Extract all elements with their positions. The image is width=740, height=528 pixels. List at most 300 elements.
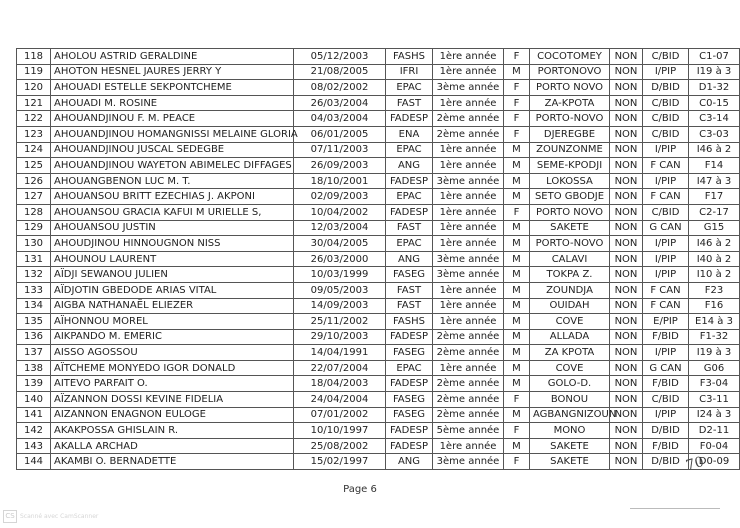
table-row	[17, 204, 740, 220]
birth-date-cell: 29/10/2003	[294, 329, 386, 345]
sex-cell: M	[504, 282, 530, 298]
table-row	[17, 282, 740, 298]
faculty-cell: FADESP	[386, 173, 433, 189]
row-number-cell: 132	[17, 267, 51, 283]
category-cell: E/PIP	[643, 314, 689, 330]
table-row	[17, 454, 740, 470]
table-row	[17, 189, 740, 205]
room-code-cell: D2-11	[689, 423, 740, 439]
category-cell: F CAN	[643, 158, 689, 174]
sex-cell: M	[504, 220, 530, 236]
sex-cell: M	[504, 158, 530, 174]
birth-date-cell: 12/03/2004	[294, 220, 386, 236]
sex-cell: M	[504, 314, 530, 330]
sex-cell: M	[504, 251, 530, 267]
locality-cell: TOKPA Z.	[530, 267, 610, 283]
room-code-cell: F23	[689, 282, 740, 298]
status-flag-cell: NON	[610, 360, 643, 376]
table-row	[17, 80, 740, 96]
sex-cell: M	[504, 438, 530, 454]
row-number-cell: 135	[17, 314, 51, 330]
row-number-cell: 144	[17, 454, 51, 470]
room-code-cell: F3-04	[689, 376, 740, 392]
sex-cell: M	[504, 267, 530, 283]
category-cell: I/PIP	[643, 236, 689, 252]
locality-cell: GOLO-D.	[530, 376, 610, 392]
category-cell: G CAN	[643, 360, 689, 376]
row-number-cell: 123	[17, 126, 51, 142]
sex-cell: M	[504, 407, 530, 423]
row-number-cell: 129	[17, 220, 51, 236]
status-flag-cell: NON	[610, 111, 643, 127]
sex-cell: F	[504, 95, 530, 111]
study-year-cell: 2ème année	[433, 407, 504, 423]
table-row	[17, 329, 740, 345]
status-flag-cell: NON	[610, 189, 643, 205]
study-year-cell: 2ème année	[433, 329, 504, 345]
birth-date-cell: 10/10/1997	[294, 423, 386, 439]
category-cell: F/BID	[643, 376, 689, 392]
sex-cell: F	[504, 80, 530, 96]
faculty-cell: FAST	[386, 95, 433, 111]
faculty-cell: FADESP	[386, 423, 433, 439]
full-name-cell: AITEVO PARFAIT O.	[51, 376, 294, 392]
room-code-cell: C3-11	[689, 392, 740, 408]
table-row	[17, 158, 740, 174]
locality-cell: ALLADA	[530, 329, 610, 345]
row-number-cell: 138	[17, 360, 51, 376]
scanner-text: Scanné avec CamScanner	[20, 513, 99, 520]
study-year-cell: 1ère année	[433, 49, 504, 65]
birth-date-cell: 05/12/2003	[294, 49, 386, 65]
locality-cell: SAKETE	[530, 438, 610, 454]
faculty-cell: FAST	[386, 282, 433, 298]
status-flag-cell: NON	[610, 251, 643, 267]
room-code-cell: D1-32	[689, 80, 740, 96]
study-year-cell: 1ère année	[433, 236, 504, 252]
room-code-cell: C0-15	[689, 95, 740, 111]
birth-date-cell: 09/05/2003	[294, 282, 386, 298]
room-code-cell: I19 à 3	[689, 64, 740, 80]
category-cell: F CAN	[643, 298, 689, 314]
study-year-cell: 2ème année	[433, 111, 504, 127]
status-flag-cell: NON	[610, 80, 643, 96]
full-name-cell: AÏDJOTIN GBEDODE ARIAS VITAL	[51, 282, 294, 298]
category-cell: D/BID	[643, 423, 689, 439]
full-name-cell: AHOUANSOU BRITT EZECHIAS J. AKPONI	[51, 189, 294, 205]
full-name-cell: AHOUANGBENON LUC M. T.	[51, 173, 294, 189]
faculty-cell: EPAC	[386, 189, 433, 205]
birth-date-cell: 30/04/2005	[294, 236, 386, 252]
table-row	[17, 314, 740, 330]
room-code-cell: I47 à 3	[689, 173, 740, 189]
study-year-cell: 3ème année	[433, 80, 504, 96]
category-cell: D/BID	[643, 454, 689, 470]
row-number-cell: 131	[17, 251, 51, 267]
status-flag-cell: NON	[610, 376, 643, 392]
full-name-cell: AHOUNOU LAURENT	[51, 251, 294, 267]
full-name-cell: AÏTCHEME MONYEDO IGOR DONALD	[51, 360, 294, 376]
study-year-cell: 1ère année	[433, 360, 504, 376]
table-row	[17, 298, 740, 314]
table-row	[17, 267, 740, 283]
faculty-cell: ANG	[386, 158, 433, 174]
faculty-cell: EPAC	[386, 236, 433, 252]
table-row	[17, 142, 740, 158]
locality-cell: SEME-KPODJI	[530, 158, 610, 174]
locality-cell: MONO	[530, 423, 610, 439]
faculty-cell: FAST	[386, 298, 433, 314]
locality-cell: COCOTOMEY	[530, 49, 610, 65]
full-name-cell: AHOUANDJINOU JUSCAL SEDEGBE	[51, 142, 294, 158]
study-year-cell: 1ère année	[433, 204, 504, 220]
birth-date-cell: 14/09/2003	[294, 298, 386, 314]
category-cell: D/BID	[643, 80, 689, 96]
sex-cell: F	[504, 454, 530, 470]
birth-date-cell: 18/04/2003	[294, 376, 386, 392]
category-cell: F CAN	[643, 282, 689, 298]
study-year-cell: 2ème année	[433, 126, 504, 142]
category-cell: F/BID	[643, 329, 689, 345]
category-cell: C/BID	[643, 204, 689, 220]
room-code-cell: F1-32	[689, 329, 740, 345]
study-year-cell: 1ère année	[433, 314, 504, 330]
study-year-cell: 3ème année	[433, 251, 504, 267]
status-flag-cell: NON	[610, 438, 643, 454]
birth-date-cell: 25/11/2002	[294, 314, 386, 330]
full-name-cell: AHOUDJINOU HINNOUGNON NISS	[51, 236, 294, 252]
birth-date-cell: 26/03/2000	[294, 251, 386, 267]
birth-date-cell: 10/04/2002	[294, 204, 386, 220]
study-year-cell: 1ère année	[433, 142, 504, 158]
row-number-cell: 128	[17, 204, 51, 220]
study-year-cell: 5ème année	[433, 423, 504, 439]
category-cell: F CAN	[643, 189, 689, 205]
faculty-cell: EPAC	[386, 360, 433, 376]
study-year-cell: 1ère année	[433, 95, 504, 111]
status-flag-cell: NON	[610, 142, 643, 158]
room-code-cell: I19 à 3	[689, 345, 740, 361]
locality-cell: ZOUNDJA	[530, 282, 610, 298]
study-year-cell: 1ère année	[433, 189, 504, 205]
birth-date-cell: 26/03/2004	[294, 95, 386, 111]
row-number-cell: 137	[17, 345, 51, 361]
full-name-cell: AKAMBI O. BERNADETTE	[51, 454, 294, 470]
category-cell: C/BID	[643, 392, 689, 408]
row-number-cell: 118	[17, 49, 51, 65]
status-flag-cell: NON	[610, 329, 643, 345]
birth-date-cell: 15/02/1997	[294, 454, 386, 470]
locality-cell: DJEREGBE	[530, 126, 610, 142]
row-number-cell: 140	[17, 392, 51, 408]
status-flag-cell: NON	[610, 454, 643, 470]
study-year-cell: 3ème année	[433, 454, 504, 470]
faculty-cell: FADESP	[386, 111, 433, 127]
locality-cell: LOKOSSA	[530, 173, 610, 189]
sex-cell: M	[504, 236, 530, 252]
study-year-cell: 2ème année	[433, 376, 504, 392]
row-number-cell: 125	[17, 158, 51, 174]
category-cell: I/PIP	[643, 345, 689, 361]
row-number-cell: 126	[17, 173, 51, 189]
full-name-cell: AIGBA NATHANAËL ELIEZER	[51, 298, 294, 314]
locality-cell: AGBANGNIZOUN	[530, 407, 610, 423]
full-name-cell: AHOUADI ESTELLE SEKPONTCHEME	[51, 80, 294, 96]
status-flag-cell: NON	[610, 298, 643, 314]
locality-cell: ZOUNZONME	[530, 142, 610, 158]
scanner-watermark	[3, 510, 98, 523]
row-number-cell: 136	[17, 329, 51, 345]
table-row	[17, 251, 740, 267]
full-name-cell: AHOUANSOU GRACIA KAFUI M URIELLE S,	[51, 204, 294, 220]
table-row	[17, 392, 740, 408]
study-year-cell: 2ème année	[433, 392, 504, 408]
faculty-cell: EPAC	[386, 142, 433, 158]
room-code-cell: F0-04	[689, 438, 740, 454]
row-number-cell: 142	[17, 423, 51, 439]
faculty-cell: FAST	[386, 220, 433, 236]
sex-cell: F	[504, 49, 530, 65]
table-row	[17, 360, 740, 376]
category-cell: I/PIP	[643, 64, 689, 80]
full-name-cell: AHOUANDJINOU WAYETON ABIMELEC DIFFAGES	[51, 158, 294, 174]
room-code-cell: I40 à 2	[689, 251, 740, 267]
birth-date-cell: 04/03/2004	[294, 111, 386, 127]
category-cell: F/BID	[643, 438, 689, 454]
table-row	[17, 64, 740, 80]
category-cell: I/PIP	[643, 173, 689, 189]
full-name-cell: AISSO AGOSSOU	[51, 345, 294, 361]
faculty-cell: FADESP	[386, 376, 433, 392]
sex-cell: F	[504, 392, 530, 408]
sex-cell: M	[504, 298, 530, 314]
full-name-cell: AHOUANDJINOU F. M. PEACE	[51, 111, 294, 127]
room-code-cell: C3-14	[689, 111, 740, 127]
locality-cell: SAKETE	[530, 220, 610, 236]
row-number-cell: 139	[17, 376, 51, 392]
faculty-cell: FASHS	[386, 49, 433, 65]
page-number: Page 6	[343, 484, 377, 495]
full-name-cell: AHOUADI M. ROSINE	[51, 95, 294, 111]
table-row	[17, 111, 740, 127]
category-cell: C/BID	[643, 95, 689, 111]
locality-cell: OUIDAH	[530, 298, 610, 314]
table-row	[17, 236, 740, 252]
study-year-cell: 3ème année	[433, 267, 504, 283]
sex-cell: F	[504, 126, 530, 142]
status-flag-cell: NON	[610, 407, 643, 423]
locality-cell: ZA KPOTA	[530, 345, 610, 361]
room-code-cell: G15	[689, 220, 740, 236]
full-name-cell: AKAKPOSSA GHISLAIN R.	[51, 423, 294, 439]
sex-cell: F	[504, 423, 530, 439]
room-code-cell: F16	[689, 298, 740, 314]
birth-date-cell: 07/11/2003	[294, 142, 386, 158]
room-code-cell: F14	[689, 158, 740, 174]
locality-cell: PORTO NOVO	[530, 80, 610, 96]
full-name-cell: AHOLOU ASTRID GERALDINE	[51, 49, 294, 65]
row-number-cell: 124	[17, 142, 51, 158]
status-flag-cell: NON	[610, 345, 643, 361]
birth-date-cell: 26/09/2003	[294, 158, 386, 174]
table-row	[17, 126, 740, 142]
faculty-cell: EPAC	[386, 80, 433, 96]
birth-date-cell: 07/01/2002	[294, 407, 386, 423]
faculty-cell: FADESP	[386, 204, 433, 220]
locality-cell: SETO GBODJE	[530, 189, 610, 205]
full-name-cell: AIZANNON ENAGNON EULOGE	[51, 407, 294, 423]
locality-cell: PORTO-NOVO	[530, 111, 610, 127]
faculty-cell: FASEG	[386, 345, 433, 361]
row-number-cell: 122	[17, 111, 51, 127]
study-year-cell: 1ère année	[433, 438, 504, 454]
faculty-cell: FASEG	[386, 392, 433, 408]
faculty-cell: FASEG	[386, 407, 433, 423]
faculty-cell: FASEG	[386, 267, 433, 283]
faculty-cell: ANG	[386, 454, 433, 470]
status-flag-cell: NON	[610, 220, 643, 236]
status-flag-cell: NON	[610, 64, 643, 80]
table-row	[17, 49, 740, 65]
sex-cell: M	[504, 376, 530, 392]
row-number-cell: 133	[17, 282, 51, 298]
status-flag-cell: NON	[610, 204, 643, 220]
birth-date-cell: 22/07/2004	[294, 360, 386, 376]
sex-cell: M	[504, 345, 530, 361]
table-row	[17, 376, 740, 392]
camscanner-logo-icon: CS	[3, 510, 17, 523]
faculty-cell: ANG	[386, 251, 433, 267]
sex-cell: M	[504, 189, 530, 205]
faculty-cell: IFRI	[386, 64, 433, 80]
sex-cell: M	[504, 329, 530, 345]
sex-cell: M	[504, 173, 530, 189]
category-cell: I/PIP	[643, 407, 689, 423]
full-name-cell: AÏZANNON DOSSI KEVINE FIDELIA	[51, 392, 294, 408]
locality-cell: PORTONOVO	[530, 64, 610, 80]
row-number-cell: 121	[17, 95, 51, 111]
full-name-cell: AÏDJI SEWANOU JULIEN	[51, 267, 294, 283]
room-code-cell: G06	[689, 360, 740, 376]
locality-cell: BONOU	[530, 392, 610, 408]
sex-cell: M	[504, 64, 530, 80]
faculty-cell: FADESP	[386, 329, 433, 345]
birth-date-cell: 02/09/2003	[294, 189, 386, 205]
handwritten-signature: 70	[684, 453, 706, 475]
study-year-cell: 1ère année	[433, 282, 504, 298]
birth-date-cell: 18/10/2001	[294, 173, 386, 189]
faculty-cell: ENA	[386, 126, 433, 142]
row-number-cell: 119	[17, 64, 51, 80]
full-name-cell: AHOUANSOU JUSTIN	[51, 220, 294, 236]
status-flag-cell: NON	[610, 173, 643, 189]
study-year-cell: 1ère année	[433, 220, 504, 236]
status-flag-cell: NON	[610, 49, 643, 65]
study-year-cell: 2ème année	[433, 345, 504, 361]
faculty-cell: FADESP	[386, 438, 433, 454]
row-number-cell: 141	[17, 407, 51, 423]
category-cell: G CAN	[643, 220, 689, 236]
table-row	[17, 345, 740, 361]
category-cell: I/PIP	[643, 251, 689, 267]
status-flag-cell: NON	[610, 158, 643, 174]
sex-cell: M	[504, 360, 530, 376]
room-code-cell: I46 à 2	[689, 236, 740, 252]
category-cell: C/BID	[643, 126, 689, 142]
sex-cell: F	[504, 111, 530, 127]
table-row	[17, 220, 740, 236]
row-number-cell: 127	[17, 189, 51, 205]
birth-date-cell: 24/04/2004	[294, 392, 386, 408]
table-row	[17, 407, 740, 423]
room-code-cell: F17	[689, 189, 740, 205]
room-code-cell: C3-03	[689, 126, 740, 142]
room-code-cell: C2-17	[689, 204, 740, 220]
row-number-cell: 120	[17, 80, 51, 96]
room-code-cell: D0-09	[689, 454, 740, 470]
category-cell: I/PIP	[643, 267, 689, 283]
category-cell: C/BID	[643, 49, 689, 65]
study-year-cell: 1ère année	[433, 158, 504, 174]
status-flag-cell: NON	[610, 95, 643, 111]
birth-date-cell: 14/04/1991	[294, 345, 386, 361]
status-flag-cell: NON	[610, 314, 643, 330]
student-table	[16, 48, 740, 470]
faculty-cell: FASHS	[386, 314, 433, 330]
row-number-cell: 130	[17, 236, 51, 252]
sex-cell: F	[504, 204, 530, 220]
study-year-cell: 1ère année	[433, 298, 504, 314]
locality-cell: PORTO NOVO	[530, 204, 610, 220]
birth-date-cell: 25/08/2002	[294, 438, 386, 454]
locality-cell: COVE	[530, 314, 610, 330]
study-year-cell: 3ème année	[433, 173, 504, 189]
full-name-cell: AKALLA ARCHAD	[51, 438, 294, 454]
birth-date-cell: 06/01/2005	[294, 126, 386, 142]
birth-date-cell: 08/02/2002	[294, 80, 386, 96]
scan-edge-line	[630, 508, 720, 509]
status-flag-cell: NON	[610, 282, 643, 298]
room-code-cell: C1-07	[689, 49, 740, 65]
locality-cell: ZA-KPOTA	[530, 95, 610, 111]
room-code-cell: I24 à 3	[689, 407, 740, 423]
locality-cell: COVE	[530, 360, 610, 376]
status-flag-cell: NON	[610, 423, 643, 439]
room-code-cell: E14 à 3	[689, 314, 740, 330]
study-year-cell: 1ère année	[433, 64, 504, 80]
table-row	[17, 95, 740, 111]
birth-date-cell: 21/08/2005	[294, 64, 386, 80]
full-name-cell: AÏHONNOU MOREL	[51, 314, 294, 330]
status-flag-cell: NON	[610, 267, 643, 283]
status-flag-cell: NON	[610, 236, 643, 252]
room-code-cell: I10 à 2	[689, 267, 740, 283]
table-row	[17, 423, 740, 439]
status-flag-cell: NON	[610, 126, 643, 142]
table-row	[17, 438, 740, 454]
category-cell: C/BID	[643, 111, 689, 127]
row-number-cell: 134	[17, 298, 51, 314]
locality-cell: CALAVI	[530, 251, 610, 267]
room-code-cell: I46 à 2	[689, 142, 740, 158]
sex-cell: M	[504, 142, 530, 158]
birth-date-cell: 10/03/1999	[294, 267, 386, 283]
full-name-cell: AHOUANDJINOU HOMANGNISSI MELAINE GLORIA	[51, 126, 294, 142]
full-name-cell: AIKPANDO M. EMERIC	[51, 329, 294, 345]
category-cell: I/PIP	[643, 142, 689, 158]
full-name-cell: AHOTON HESNEL JAURES JERRY Y	[51, 64, 294, 80]
row-number-cell: 143	[17, 438, 51, 454]
